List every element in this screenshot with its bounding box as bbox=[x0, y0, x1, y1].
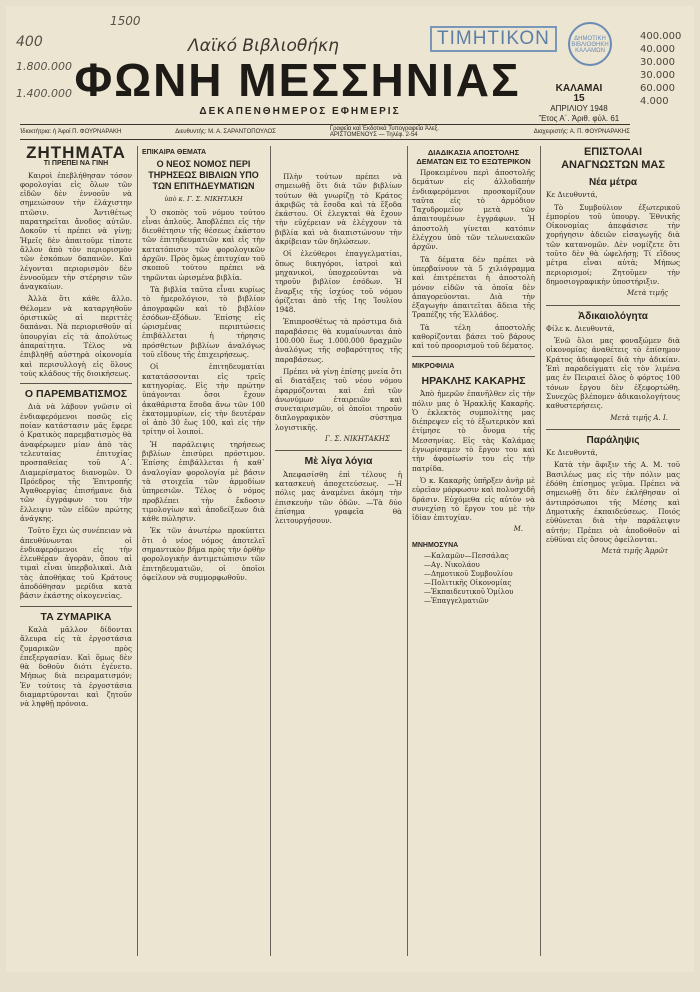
left-margin-2: 1.800.000 bbox=[16, 60, 72, 73]
column-nomos bbox=[142, 146, 265, 966]
right-margin-3: 30.000 bbox=[640, 57, 675, 68]
paragraph: Τοῦτο ἔχει ὡς συνέπειαν νὰ ἀπευθύνωνται οἱ ἐνδιαφερόμενοι εἰς τὴν ἐλευθέραν ἀγορὰν, ὅπου αἱ τιμαὶ εἶναι ὑπερβολικαὶ. Διὰ τὰς ἀποθήκας τοῦ Κράτους ἀποδόθησαν μερίδια κατὰ βάσιν ἑκάστης οἰκογενείας. bbox=[20, 526, 132, 601]
seal-text: ΔΗΜΟΤΙΚΗ ΒΙΒΛΙΟΘΗΚΗ ΚΑΛΑΜΩΝ bbox=[571, 36, 609, 54]
section-title-liga-logia: Μὲ λίγα λόγια bbox=[304, 455, 373, 468]
letter-title-adikaiologita: Ἀδικαιολόγητα bbox=[578, 310, 648, 322]
paragraph: Καιροὶ ἐπεβλήθησαν τόσον φορολογίαι εἰς ὅλων τῶν εἰδῶν δὲν ἐννοοῦν νὰ σημειώσουν τὴν ἐλάχιστην πτῶσιν. Ἀντιθέτως παρατηρεῖται ἄνοδος αὐτῶν. Δοκοῦν τί πρέπει νὰ γίνῃ; Ἡμεῖς δὲν ἀπαιτοῦμε τίποτε ἄλλον ἀπὸ τὸν περιορισμὸν τῶν ἐσκόπων δαπανῶν. Καὶ λέγονται περιορισμὸν δὲν ἐννοοῦμεν τὴν στέρησιν τῶν ἀναγκαίων. bbox=[20, 170, 132, 292]
paragraph: Οἱ ἐπιτηδευματίαι κατατάσσονται εἰς τρεῖς κατηγορίας. Εἰς τὴν πρώτην ὑπάγονται ὅσοι ἔχουν ἀκαθάριστα ἔσοδα ἄνω τῶν 100 ἑκατομμυρίων, εἰς τὴν δευτέραν οἱ ἀπὸ 30 ἕως 100, καὶ εἰς τὴν τρίτην οἱ λοιποί. bbox=[142, 362, 265, 437]
divider bbox=[20, 606, 132, 607]
paragraph: Ἀλλὰ ὅτι κάθε ἄλλο. Θέλομεν νὰ καταργηθοῦν ὁριστικῶς αἱ περιττὲς δαπάναι. Νὰ περιορισθοῦν αἱ ὑπουργίαι εἰς τὰ ἀπολύτως ἀπαραίτητα. Τέλος νὰ ἐπιβληθῇ αὐστηρὰ οἰκονομία καὶ περισυλλογὴ εἰς ὅλους τοὺς κλάδους τῆς διοικήσεως. bbox=[20, 294, 132, 378]
signature: Μετὰ τιμῆς bbox=[626, 289, 668, 298]
divider bbox=[546, 305, 680, 306]
paragraph: Προκειμένου περὶ ἀποστολῆς δεμάτων εἰς ἀλλοδαπὴν ἐνδιαφερόμενοι προσκομίζουν ταῦτα εἰς τὸ ἀρμόδιον Ταχυδρομεῖον μετὰ τῶν ἀπαιτουμένων ἐγγράφων. Ἡ ἀποστολὴ γίνεται κατόπιν ἐλέγχου ὑπὸ τῶν τελωνειακῶν ἀρχῶν. bbox=[412, 168, 535, 252]
list-item: —Αγ. Νικολάου bbox=[424, 560, 480, 569]
section-sub-zitimata: ΤΙ ΠΡΕΠΕΙ ΝΑ ΓΙΝΗ bbox=[43, 160, 109, 168]
column-epistolai bbox=[546, 146, 680, 966]
paragraph: Πλὴν τούτων πρέπει νὰ σημειωθῇ ὅτι διὰ τῶν βιβλίων τούτων θὰ γνωρίζῃ τὸ Κράτος ἀκριβῶς τὰ ἔσοδα καὶ τὰ ἔξοδα ἑκάστου. Οἱ ἐλεγκταὶ θὰ ἔχουν τὴν εὐχέρειαν νὰ ἐλέγχουν τὰ βιβλία καὶ νὰ διαπιστώνουν τὴν ἀκρίβειαν τῶν δηλώσεων. bbox=[275, 172, 402, 247]
list-item: —Ἐκπαιδευτικοῦ Ὁμίλου bbox=[424, 587, 514, 596]
paragraph: Ἡ παράλειψις τηρήσεως βιβλίων ἐπισύρει πρόστιμον. Ἐπίσης ἐπιβάλλεται ἡ καθ᾿ ἀναλογίαν φορολογία μὲ βάσιν τὰ στοιχεῖα τῶν ἀρμοδίων ὑπηρεσιῶν. Τέλος ὁ νόμος προβλέπει τὴν ἔκδοσιν τιμολογίων καὶ ἀποδείξεων διὰ κάθε πώλησιν. bbox=[142, 439, 265, 524]
list-item: —Ἐπαγγελματιῶν bbox=[424, 596, 489, 605]
issue-number: Ἔτος Α΄. Ἀριθ. φύλ. 61 bbox=[538, 114, 620, 123]
right-margin-5: 60.000 bbox=[640, 83, 675, 94]
letter-title-nea-metra: Νέα μέτρα bbox=[588, 177, 638, 188]
signature: Μετὰ τιμῆς Α. Ι. bbox=[610, 413, 668, 422]
divider bbox=[275, 450, 402, 451]
letter-title-paralipsis: Παράληψις bbox=[586, 434, 640, 446]
kicker-mikrofilia: ΜΙΚΡΟΦΙΛΙΑ bbox=[412, 362, 455, 370]
right-margin-2: 40.000 bbox=[640, 44, 675, 55]
letter-greeting: Κε Διευθυντά, bbox=[546, 448, 598, 458]
paragraph: Τὸ Συμβούλιον ἐξωτερικοῦ ἐμπορίου τοῦ ὑπουργ. Ἐθνικῆς Οἰκονομίας ἀπεφάσισε τὴν χορήγησιν ἀδειῶν εἰσαγωγῆς διὰ τῶν κατανομῶν. Δὲν νομίζετε ὅτι τοῦτο δὲν θὰ ὠφελήσῃ; Τί εἴδους μέτρα εἶναι αὐτὰ; Μήπως περιορισμοί; Ζητοῦμεν τὴν δημοσιογραφικὴν ὑποστήριξιν. bbox=[546, 202, 680, 286]
owner-info: Ἰδιοκτήτρια: ἡ Ἀφοί Π. ΦΟΥΡΝΑΡΑΚΗ bbox=[20, 129, 122, 135]
divider bbox=[20, 383, 132, 384]
right-margin-1: 400.000 bbox=[640, 31, 682, 42]
divider bbox=[412, 356, 535, 357]
office-info: Γραφεῖα καὶ Ἐκδοτικά Τυπογραφεῖα Ἀλεξ. ΑΡΙΣΤΟΜΕΝΟΥΣ — Τηλέφ. 2-54 bbox=[329, 126, 439, 138]
article-title-kakaris: ΗΡΑΚΛΗΣ ΚΑΚΑΡΗΣ bbox=[421, 374, 526, 387]
paragraph: Οἱ ἐλεύθεροι ἐπαγγελματίαι, ὅπως δικηγόροι, ἰατροὶ καὶ μηχανικοὶ, ὑποχρεοῦνται νὰ τηροῦν βιβλίον ἐσόδων. Ἡ ἔναρξις τῆς ἰσχύος τοῦ νόμου ὁρίζεται ἀπὸ τῆς 1ης Ἰουλίου 1948. bbox=[275, 249, 402, 315]
paragraph: Τὰ δέματα δὲν πρέπει νὰ ὑπερβαίνουν τὰ 5 χιλιόγραμμα καὶ ἐπιτρέπεται ἡ ἀποστολὴ μόνον εἰδῶν τὰ ὁποῖα δὲν ἀπαγορεύονται. Διὰ τὴν ἐξαγωγὴν ἀπαιτεῖται ἄδεια τῆς Τραπέζης τῆς Ἑλλάδος. bbox=[412, 254, 535, 320]
director-info: Διευθυντής: Μ. Α. ΣΑΡΑΝΤΟΠΟΥΛΟΣ bbox=[175, 129, 276, 135]
paragraph: Ἐκ τῶν ἀνωτέρω προκύπτει ὅτι ὁ νέος νόμος ἀποτελεῖ σημαντικὸν βῆμα πρὸς τὴν ὀρθὴν φορολογικὴν ἀντιμετώπισιν τῶν ἐπιτηδευματιῶν, οἱ ὁποῖοι ὀφείλουν νὰ συμμορφωθοῦν. bbox=[142, 526, 265, 582]
paragraph: Ὁ κ. Κακαρῆς ὑπῆρξεν ἀνὴρ μὲ εὐρεῖαν μόρφωσιν καὶ πολυσχιδῆ δράσιν. Εὐχόμεθα εἰς αὐτὸν νὰ συνεχίσῃ τὸ ἔργον του μὲ τὴν ἰδίαν ἐπιτυχίαν. bbox=[412, 475, 535, 523]
section-title-zymarika: ΤΑ ΖΥΜΑΡΙΚΑ bbox=[40, 610, 112, 623]
signature: Μετὰ τιμῆς Ἀμρῶτ bbox=[601, 547, 668, 556]
section-title-paremvatismos: Ο ΠΑΡΕΜΒΑΤΙΣΜΟΣ bbox=[24, 388, 128, 401]
date-month-year: ΑΠΡΙΛΙΟΥ 1948 bbox=[550, 104, 608, 113]
paragraph: Πρέπει νὰ γίνῃ ἐπίσης μνεία ὅτι αἱ διατάξεις τοῦ νέου νόμου ἐφαρμόζονται καὶ ἐπὶ τῶν ἀνωνύμων ἑταιρειῶν καὶ συνεταιρισμῶν, οἱ ὁποῖοι τηροῦν διπλογραφικὸν σύστημα λογιστικῆς. bbox=[275, 366, 402, 432]
signature: Μ. bbox=[513, 525, 523, 534]
handwritten-signature: Λαϊκό Βιβλιοθήκη bbox=[188, 36, 339, 56]
column-rule bbox=[270, 146, 271, 956]
masthead-title: ΦΩΝΗ ΜΕΣΣΗΝΙΑΣ bbox=[74, 54, 521, 106]
column-rule bbox=[407, 146, 408, 956]
list-item: —Πολιτικῆς Οἰκονομίας bbox=[424, 578, 512, 587]
column-zitimata bbox=[20, 146, 132, 966]
date-box bbox=[530, 84, 628, 124]
paragraph: Τὰ βιβλία ταῦτα εἶναι κυρίως τὸ ἡμερολόγιον, τὸ βιβλίον ἀπογραφῶν καὶ τὸ βιβλίον ἐσόδων-ἐξόδων. Ἐπίσης εἰς ὡρισμένας περιπτώσεις ἐπιβάλλεται ἡ τήρησις πρόσθετων βιβλίων ἀναλόγως τοῦ εἴδους τῆς ἐπιχειρήσεως. bbox=[142, 284, 265, 360]
paragraph: Καλὰ μᾶλλον δίδονται ἄλευρα εἰς τὰ ἐργοστάσια ζυμαρικῶν πρὸς ἐπεξεργασίαν. Καὶ ὅμως δὲν θὰ δοθοῦν διότι ἐγένετο. Μήπως διὰ πειραματισμόν; Ἐν τούτοις τὰ ἐργοστάσια διαμαρτύρονται καὶ ζητοῦν νὰ ληφθῇ πρόνοια. bbox=[20, 624, 132, 709]
letter-greeting: Κε Διευθυντά, bbox=[546, 190, 598, 200]
paragraph: Ἀπεφασίσθη ἐπὶ τέλους ἡ κατασκευὴ ἀποχετεύσεως. —Ἡ πόλις μας ἀναμένει ἀκόμη τὴν ἐπισκευὴν τῶν ὁδῶν. —Τὰ δύο ἐπίσημα γραφεῖα θὰ λειτουργήσουν. bbox=[275, 469, 402, 526]
timitikon-stamp: ΤΙΜΗΤΙΚΟΝ bbox=[430, 26, 557, 52]
byline: ὑπὸ κ. Γ. Σ. ΝΙΚΗΤΑΚΗ bbox=[164, 195, 243, 204]
paragraph: Ὁ σκοπὸς τοῦ νόμου τούτου εἶναι ἁπλοῦς. Ἀποβλέπει εἰς τὴν διευθέτησιν τῆς θέσεως ἑκάστου τῶν ἐπιτηδευματιῶν καὶ εἰς τὴν κατατόπισιν τῶν φορολογικῶν ἀρχῶν. Πρὸς ὅμως ἐπιτυχίαν τοῦ σκοποῦ τούτου πρέπει νὰ τηρῶνται ὡρισμένα βιβλία. bbox=[142, 207, 265, 282]
list-item: —Καλαμῶν—Πεσσάλας bbox=[424, 551, 509, 560]
left-margin-3: 1.400.000 bbox=[16, 87, 72, 100]
right-margin-6: 4.000 bbox=[640, 96, 669, 107]
masthead-subtitle: ΔΕΚΑΠΕΝΘΗΜΕΡΟΣ ΕΦΗΜΕΡΙΣ bbox=[199, 106, 401, 117]
article-title-demata: ΔΙΑΔΙΚΑΣΙΑ ΑΠΟΣΤΟΛΗΣ ΔΕΜΑΤΩΝ ΕΙΣ ΤΟ ΕΞΩΤΕΡΙΚΟΝ bbox=[416, 148, 531, 166]
divider bbox=[546, 429, 680, 430]
handwritten-right-margin bbox=[640, 30, 694, 108]
paragraph: Ἀπὸ ἡμερῶν ἐπανῆλθεν εἰς τὴν πόλιν μας ὁ Ἡρακλῆς Κακαρῆς. Ὁ ἐκλεκτὸς συμπολίτης μας διέπρεψεν εἰς τὸ ἐξωτερικὸν καὶ ἐτίμησε τὸ ὄνομα τῆς Μεσσηνίας. Εἰς τὰς Καλάμας ἐγνωρίσαμεν τὸ ἔργον του καὶ τὴν ἀφοσίωσίν του εἰς τὴν πατρίδα. bbox=[412, 389, 535, 473]
letter-greeting: Φίλε κ. Διευθυντά, bbox=[546, 323, 615, 333]
paragraph: Ἐνῶ ὅλοι μας φοναξώμεν διὰ οἰκονομίας ἀναθέτεις τὸ ἐπίσημον Κράτος ἀδιαφορεῖ διὰ τὴν ἀδικίαν. Ἐπὶ παραδείγματι εἰς τὸν λιμένα μας ἐν Πειραιεῖ ὅλος ὁ φόρτος 100 τόνων ἔργου δὲν ἐξεφορτώθη. Συνεχῶς βλέπομεν ἀδικαιολογήτους καθυστερήσεις. bbox=[546, 336, 680, 411]
paragraph: Τὰ τέλη ἀποστολῆς καθορίζονται βάσει τοῦ βάρους καὶ τοῦ προορισμοῦ τοῦ δέματος. bbox=[412, 322, 535, 351]
paragraph: Κατὰ τὴν ἄφιξιν τῆς Α. Μ. τοῦ Βασιλέως μας εἰς τὴν πόλιν μας ἐδόθη ἐπίσημος γεῦμα. Πρέπει νὰ σημειωθῇ ὅτι δὲν ἐκλήθησαν οἱ ἀντιπρόσωποι τῆς Μέσης καὶ Δημοτικῆς ἐκπαιδεύσεως. Ποιός εὐθύνεται διὰ τὴν παράλειψιν αὐτήν; Πρέπει νὰ ἀποδοθοῦν αἱ εὐθῦναι εἰς ὅσους ὀφείλονται. bbox=[546, 460, 680, 544]
publisher-info-bar bbox=[20, 124, 630, 140]
section-title-epistolai: ΕΠΙΣΤΟΛΑΙ ΑΝΑΓΝΩΣΤΩΝ ΜΑΣ bbox=[561, 146, 665, 171]
section-title-zitimata: ΖΗΤΗΜΑΤΑ bbox=[26, 146, 126, 162]
left-margin-1: 400 bbox=[16, 34, 43, 50]
date-city: ΚΑΛΑΜΑΙ bbox=[555, 83, 603, 94]
paragraph: Διὰ νὰ λάβουν γνῶσιν οἱ ἐνδιαφερόμενοι ποσῶς εἰς ποίαν κατάστασιν μᾶς ἔφερε ὁ Κρατικὸς παρεμβατισμὸς θὰ ἀναφέρωμεν μίαν ἀπὸ τὰς τελευταίας ἐπιτυχίας προσπαθείας τοῦ Α΄. Διαμερίσματος διανομῶν. Ὁ Πρόεδρος τῆς Ἐπιτροπῆς Ἀγαθοεργίας ἐπισήμανε διὰ τῶν ἐγγράφων του τὴν ἔλλειψιν τῶν εἰδῶν πρώτης ἀνάγκης. bbox=[20, 402, 132, 523]
handwritten-left-margin bbox=[16, 34, 78, 100]
date-day: 15 bbox=[573, 93, 585, 104]
column-demata bbox=[412, 146, 535, 966]
column-rule bbox=[540, 146, 541, 956]
list-item: —Δημοτικοῦ Συμβουλίου bbox=[424, 569, 513, 578]
admin-info: Διαχειριστής: Α. Π. ΦΟΥΡΝΑΡΑΚΗΣ bbox=[533, 129, 630, 135]
handwritten-top-note: 1500 bbox=[110, 14, 141, 28]
column-rule bbox=[137, 146, 138, 956]
kicker-epikaira: ΕΠΙΚΑΙΡΑ ΘΕΜΑΤΑ bbox=[142, 149, 207, 156]
signature: Γ. Σ. ΝΙΚΗΤΑΚΗΣ bbox=[325, 435, 390, 444]
right-margin-4: 30.000 bbox=[640, 70, 675, 81]
library-seal bbox=[568, 22, 612, 66]
list bbox=[424, 552, 535, 606]
column-nomos-cont bbox=[275, 172, 402, 992]
paragraph: Ἐπιπροσθέτως τὰ πρόστιμα διὰ παραβάσεις θὰ κυμαίνωνται ἀπὸ 100.000 ἕως 1.000.000 δραχμῶν ἀναλόγως τῆς σοβαρότητος τῆς παραβάσεως. bbox=[275, 317, 402, 364]
list-title: ΜΝΗΜΟΣΥΝΑ bbox=[412, 541, 459, 549]
article-title-nomos: Ο ΝΕΟΣ ΝΟΜΟΣ ΠΕΡΙ ΤΗΡΗΣΕΩΣ ΒΙΒΛΙΩΝ ΥΠΟ ΤΩΝ ΕΠΙΤΗΔΕΥΜΑΤΙΩΝ bbox=[148, 159, 259, 192]
